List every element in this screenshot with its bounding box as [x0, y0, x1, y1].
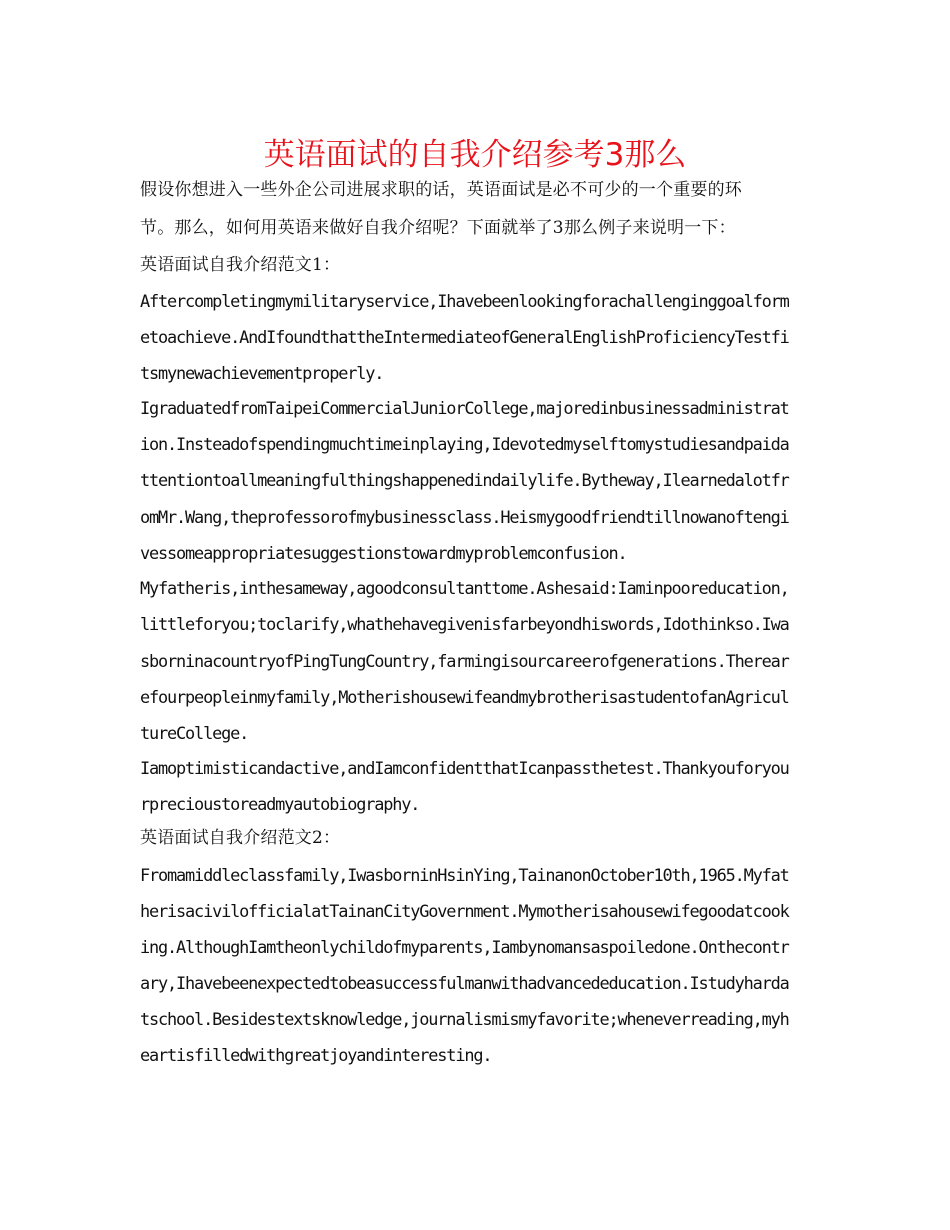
- text-line: etoachieve.AndIfoundthattheIntermediateofGeneralEnglishProficiencyTestfi: [140, 327, 789, 347]
- text-line: sborninacountryofPingTungCountry,farmingisourcareerofgenerations.Therear: [140, 651, 789, 671]
- text-line: tschool.Besidestextsknowledge,journalismismyfavorite;wheneverreading,myh: [140, 1009, 789, 1029]
- text-line: Fromamiddleclassfamily,IwasborninHsinYing,TainanonOctober10th,1965.Myfat: [140, 865, 789, 885]
- text-line: ing.AlthoughIamtheonlychildofmyparents,Iambynomansaspoiledone.Onthecontr: [140, 937, 789, 957]
- text-line: 假设你想进入一些外企公司进展求职的话，英语面试是必不可少的一个重要的环: [140, 180, 742, 200]
- text-line: omMr.Wang,theprofessorofmybusinessclass.Heismygoodfriendtillnowanoftengi: [140, 507, 789, 527]
- text-line: ion.Insteadofspendingmuchtimeinplaying,Idevotedmyselftomystudiesandpaida: [140, 434, 789, 454]
- text-line: Aftercompletingmymilitaryservice,Ihavebeenlookingforachallenginggoalform: [140, 291, 789, 311]
- text-line: vessomeappropriatesuggestionstowardmyproblemconfusion.: [140, 543, 627, 563]
- text-line: littleforyou;toclarify,whathehavegivenisfarbeyondhiswords,Idothinkso.Iwa: [140, 614, 789, 634]
- text-line: IgraduatedfromTaipeiCommercialJuniorCollege,majoredinbusinessadministrat: [140, 398, 789, 418]
- text-line: ary,Ihavebeenexpectedtobeasuccessfulmanwithadvancededucation.Istudyharda: [140, 973, 789, 993]
- section-heading: 英语面试自我介绍范文2：: [140, 828, 341, 848]
- text-line: ttentiontoallmeaningfulthingshappenedindailylife.Bytheway,Ilearnedalotfr: [140, 470, 789, 490]
- text-line: efourpeopleinmyfamily,MotherishousewifeandmybrotherisastudentofanAgricul: [140, 687, 789, 707]
- page-title: 英语面试的自我介绍参考3那么: [263, 137, 687, 173]
- text-line: eartisfilledwithgreatjoyandinteresting.: [140, 1045, 492, 1065]
- text-line: 节。那么，如何用英语来做好自我介绍呢？下面就举了3那么例子来说明一下：: [140, 218, 736, 238]
- text-line: tureCollege.: [140, 723, 249, 743]
- section-heading: 英语面试自我介绍范文1：: [140, 255, 341, 275]
- text-line: Myfatheris,inthesameway,agoodconsultanttome.Ashesaid:Iaminpooreducation,: [140, 578, 789, 598]
- text-line: herisacivilofficialatTainanCityGovernment.Mymotherisahousewifegoodatcook: [140, 901, 789, 921]
- text-line: tsmynewachievementproperly.: [140, 363, 384, 383]
- text-line: rprecioustoreadmyautobiography.: [140, 794, 420, 814]
- text-line: Iamoptimisticandactive,andIamconfidentthatIcanpassthetest.Thankyouforyou: [140, 758, 789, 778]
